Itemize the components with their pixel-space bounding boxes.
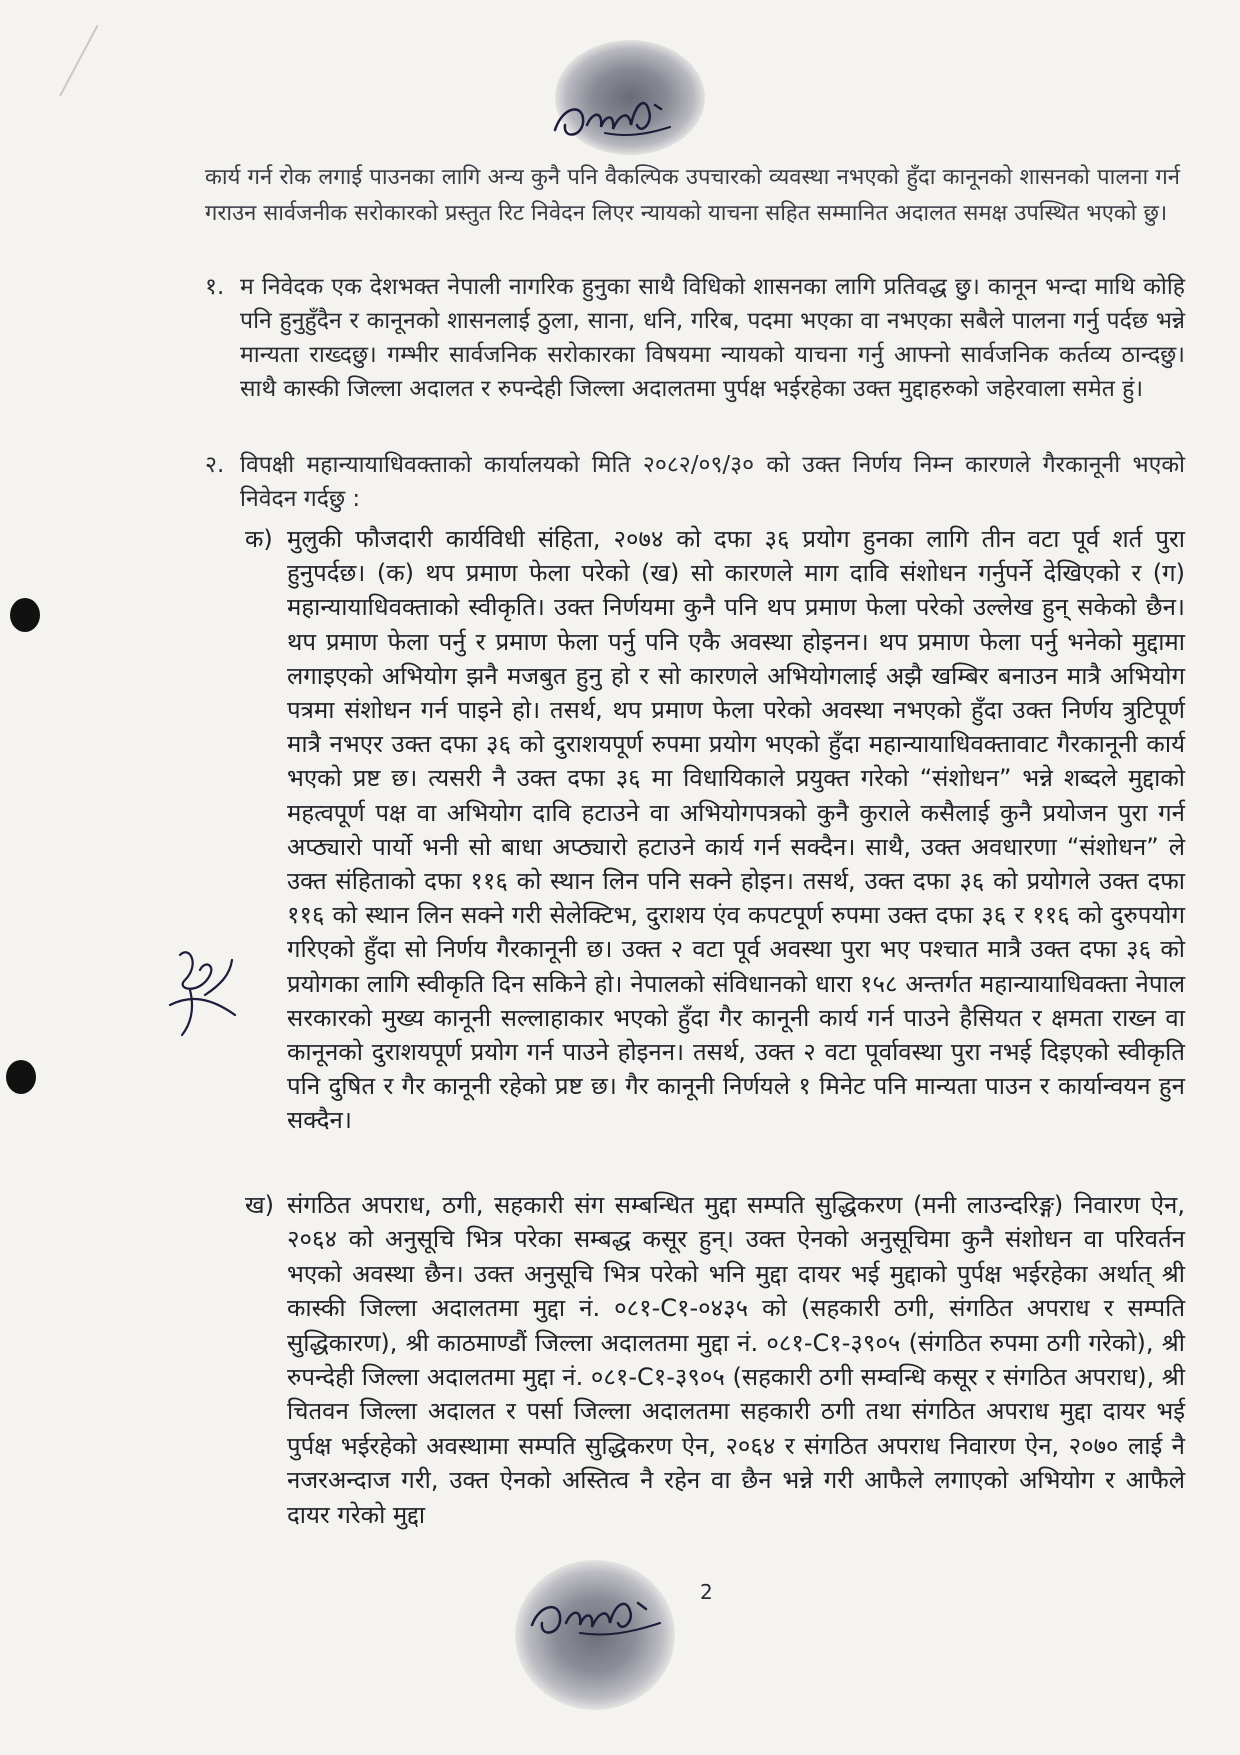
scan-fold-line bbox=[59, 25, 98, 97]
margin-signature bbox=[160, 935, 250, 1045]
bottom-signature bbox=[520, 1575, 680, 1655]
intro-paragraph: कार्य गर्न रोक लगाई पाउनका लागि अन्य कुनै पनि वैकल्पिक उपचारको व्यवस्था नभएको हुँदा कानूनको शासनको पालना गर्न गराउन सार्वजनीक सरोकारको प्रस्तुत रिट निवेदन लिएर न्यायको याचना सहित सम्मानित अदालत समक्ष उपस्थित भएको छु। bbox=[205, 165, 1180, 226]
paragraph-number: २. bbox=[205, 452, 225, 478]
page-number: 2 bbox=[700, 1580, 713, 1604]
paragraph-1: म निवेदक एक देशभक्त नेपाली नागरिक हुनुका साथै विधिको शासनका लागि प्रतिवद्ध छु। कानून भन्दा माथि कोहि पनि हुनुहुँदैन र कानूनको शासनलाई ठुला, साना, धनि, गरिब, पदमा भएका वा नभएका सबैले पालना गर्नु पर्दछ भन्ने मान्यता राख्दछु। गम्भीर सार्वजनिक सरोकारका विषयमा न्यायको याचना गर्नु आफ्नो सार्वजनिक कर्तव्य ठान्दछु। साथै कास्की जिल्ला अदालत र रुपन्देही जिल्ला अदालतमा पुर्पक्ष भईरहेका उक्त मुद्दाहरुको जहेरवाला समेत हुं। bbox=[240, 274, 1185, 402]
top-signature bbox=[545, 75, 695, 155]
paragraph-2: विपक्षी महान्यायाधिवक्ताको कार्यालयको मिति २०८२/०९/३० को उक्त निर्णय निम्न कारणले गैरकानूनी भएको निवेदन गर्दछु : bbox=[240, 452, 1185, 512]
subpoint-ka: मुलुकी फौजदारी कार्यविधी संहिता, २०७४ को दफा ३६ प्रयोग हुनका लागि तीन वटा पूर्व शर्त पुरा हुनुपर्दछ। (क) थप प्रमाण फेला परेको (ख) सो कारणले माग दावि संशोधन गर्नुपर्ने देखिएको र (ग) महान्यायाधिवक्ताको स्वीकृति। उक्त निर्णयमा कुनै पनि थप प्रमाण फेला परेको उल्लेख हुन् सकेको छैन। थप प्रमाण फेला पर्नु र प्रमाण फेला पर्नु पनि एकै अवस्था होइनन। थप प्रमाण फेला पर्नु भनेको मुद्दामा लगाइएको अभियोग झनै मजबुत हुनु हो र सो कारणले अभियोगलाई अझै खम्बिर बनाउन मात्रै अभियोग पत्रमा संशोधन गर्न पाइने हो। तसर्थ, थप प्रमाण फेला परेको अवस्था नभएको हुँदा उक्त निर्णय त्रुटिपूर्ण मात्रै नभएर उक्त दफा ३६ को दुराशयपूर्ण रुपमा प्रयोग भएको हुँदा महान्यायाधिवक्तावाट गैरकानूनी कार्य भएको प्रष्ट छ। त्यसरी नै उक्त दफा ३६ मा विधायिकाले प्रयुक्त गरेको “संशोधन” भन्ने शब्दले मुद्दाको महत्वपूर्ण पक्ष वा अभियोग दावि हटाउने वा अभियोगपत्रको कुनै कुराले कसैलाई कुनै प्रयोजन पुरा गर्न अप्ठ्यारो पार्यो भनी सो बाधा अप्ठ्यारो हटाउने कार्य गर्न सक्दैन। साथै, उक्त अवधारणा “संशोधन” ले उक्त संहिताको दफा ११६ को स्थान लिन पनि सक्ने होइन। तसर्थ, उक्त दफा ३६ को प्रयोगले उक्त दफा ११६ को स्थान लिन सक्ने गरी सेलेक्टिभ, दुराशय एंव कपटपूर्ण रुपमा उक्त दफा ३६ र ११६ को दुरुपयोग गरिएको हुँदा सो निर्णय गैरकानूनी छ। उक्त २ वटा पूर्व अवस्था पुरा भए पश्चात मात्रै उक्त दफा ३६ को प्रयोगका लागि स्वीकृति दिन सकिने हो। नेपालको संविधानको धारा १५८ अन्तर्गत महान्यायाधिवक्ता नेपाल सरकारको मुख्य कानूनी सल्लाहाकार भएको हुँदा गैर कानूनी कार्य गर्न पाउने हैसियत र क्षमता राख्न वा कानूनको दुराशयपूर्ण प्रयोग गर्न पाउने होइनन। तसर्थ, उक्त २ वटा पूर्वावस्था पुरा नभई दिइएको स्वीकृति पनि दुषित र गैर कानूनी रहेको प्रष्ट छ। गैर कानूनी निर्णयले १ मिनेट पनि मान्यता पाउन र कार्यान्वयन हुन सक्दैन। bbox=[287, 525, 1185, 1135]
subpoint-letter: क) bbox=[245, 525, 273, 553]
paragraph-number: १. bbox=[205, 274, 225, 300]
subpoint-letter: ख) bbox=[245, 1191, 274, 1219]
punch-hole bbox=[6, 1060, 36, 1094]
punch-hole bbox=[10, 598, 40, 632]
subpoint-kha: संगठित अपराध, ठगी, सहकारी संग सम्बन्धित मुद्दा सम्पति सुद्धिकरण (मनी लाउन्दरिङ्ग) निवारण ऐन, २०६४ को अनुसूचि भित्र परेका सम्बद्ध कसूर हुन्। उक्त ऐनको अनुसूचिमा कुनै संशोधन वा परिवर्तन भएको अवस्था छैन। उक्त अनुसूचि भित्र परेको भनि मुद्दा दायर भई मुद्दाको पुर्पक्ष भईरहेका अर्थात् श्री कास्की जिल्ला अदालतमा मुद्दा नं. ०८१-C१-०४३५ को (सहकारी ठगी, संगठित अपराध र सम्पति सुद्धिकारण), श्री काठमाण्डौं जिल्ला अदालतमा मुद्दा नं. ०८१-C१-३९०५ (संगठित रुपमा ठगी गरेको), श्री रुपन्देही जिल्ला अदालतमा मुद्दा नं. ०८१-C१-३९०५ (सहकारी ठगी सम्वन्धि कसूर र संगठित अपराध), श्री चितवन जिल्ला अदालत र पर्सा जिल्ला अदालतमा सहकारी ठगी तथा संगठित अपराध मुद्दा दायर भई पुर्पक्ष भईरहेको अवस्थामा सम्पति सुद्धिकरण ऐन, २०६४ र संगठित अपराध निवारण ऐन, २०७० लाई नै नजरअन्दाज गरी, उक्त ऐनको अस्तित्व नै रहेन वा छैन भन्ने गरी आफैले लगाएको अभियोग र आफैले दायर गरेको मुद्दा bbox=[287, 1191, 1185, 1529]
